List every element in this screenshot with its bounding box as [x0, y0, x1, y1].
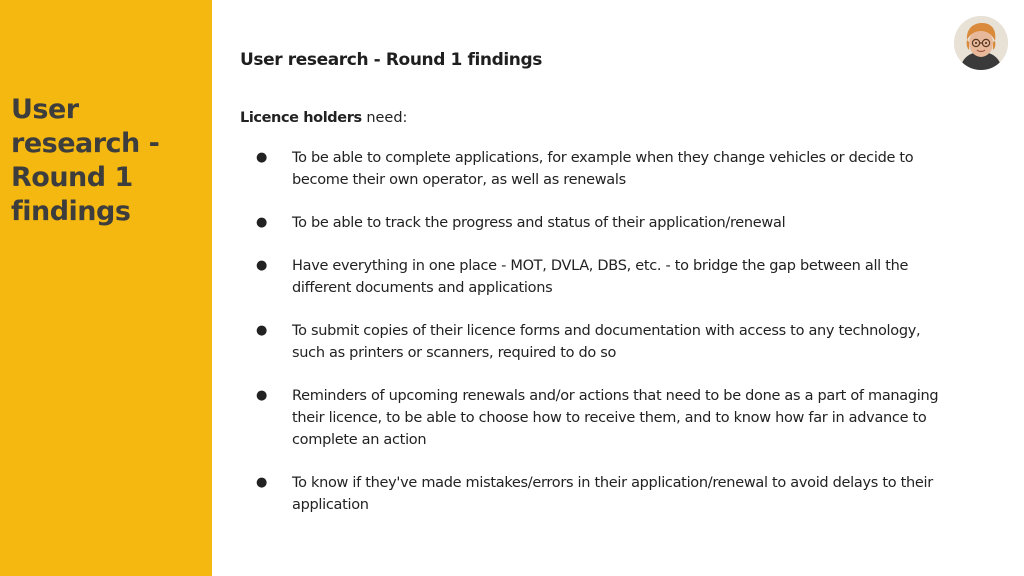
list-item [252, 255, 942, 299]
sidebar-title: User research - Round 1 findings [11, 94, 160, 227]
list-item-text: To be able to complete applications, for example when they change vehicles or decide to become their own operator, as well as renewals [292, 150, 914, 188]
intro-bold-text: Licence holders [240, 110, 362, 126]
list-item [252, 320, 942, 364]
bullet-icon: ● [256, 215, 268, 230]
bullet-icon: ● [256, 323, 268, 338]
list-item [252, 472, 942, 516]
bullet-icon: ● [256, 475, 268, 490]
sidebar-panel [0, 0, 212, 576]
bullet-icon: ● [256, 150, 268, 165]
list-item-text: To be able to track the progress and status of their application/renewal [292, 215, 786, 231]
needs-list [252, 147, 942, 537]
bullet-icon: ● [256, 388, 268, 403]
list-item [252, 147, 942, 191]
list-item [252, 385, 942, 451]
list-item [252, 212, 942, 234]
list-item-text: To know if they've made mistakes/errors in their application/renewal to avoid delays to their application [292, 475, 933, 513]
list-item-text: Reminders of upcoming renewals and/or actions that need to be done as a part of managing their licence, to be able to choose how to receive them, and to know how far in advance to complete an action [292, 388, 939, 448]
intro-rest-text: need: [366, 110, 408, 126]
bullet-icon: ● [256, 258, 268, 273]
avatar-portrait-icon [954, 16, 1008, 70]
avatar[interactable] [954, 16, 1008, 70]
list-item-text: To submit copies of their licence forms and documentation with access to any technology, such as printers or scanners, required to do so [292, 323, 921, 361]
intro-text [240, 108, 407, 128]
list-item-text: Have everything in one place - MOT, DVLA, DBS, etc. - to bridge the gap between all the different documents and applications [292, 258, 909, 296]
page-title: User research - Round 1 findings [240, 50, 542, 70]
